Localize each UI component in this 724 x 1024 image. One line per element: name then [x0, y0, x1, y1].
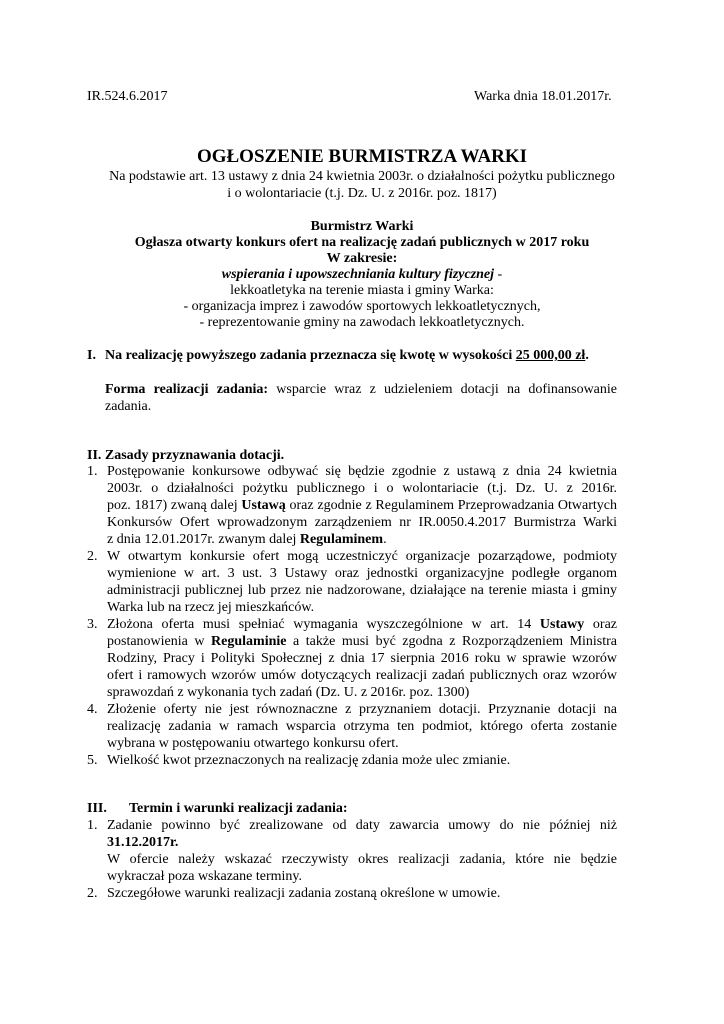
list-item-text: realizację zadania w ramach wsparcia otrzyma ten podmiot, którego oferta zostanie — [107, 719, 617, 734]
list-item-text: wykraczał poza wskazane terminy. — [107, 869, 302, 884]
list-item-text: Złożenie oferty nie jest równoznaczne z przyznaniem dotacji. Przyznanie dotacji na — [107, 702, 617, 717]
list-item-text: Zadanie powinno być zrealizowane od daty zawarcia umowy do nie później niż — [107, 818, 617, 833]
place-date: Warka dnia 18.01.2017r. — [474, 89, 612, 104]
task-topic: wspierania i upowszechniania kultury fizycznej - — [221, 267, 503, 282]
list-item-text: W ofercie należy wskazać rzeczywisty okres realizacji zadania, które nie będzie — [107, 852, 617, 867]
section-1-number: I. — [87, 348, 96, 363]
task-subtopic-3: - reprezentowanie gminy na zawodach lekkoatletycznych. — [199, 315, 525, 330]
page-title: OGŁOSZENIE BURMISTRZA WARKI — [196, 146, 528, 167]
task-subtopic-1: lekkoatletyka na terenie miasta i gminy Warka: — [230, 283, 494, 298]
list-item-text: sprawozdań z wykonania tych zadań (Dz. U. z 2016r. poz. 1300) — [107, 685, 470, 700]
list-item-text: z dnia 12.01.2017r. zwanym dalej Regulaminem. — [107, 532, 387, 547]
announcement-heading: Ogłasza otwarty konkurs ofert na realizację zadań publicznych w 2017 roku — [134, 235, 590, 250]
funding-amount: 25 000,00 zł — [515, 348, 586, 363]
list-number: 2. — [87, 886, 98, 901]
list-number: 2. — [87, 549, 98, 564]
list-item-text: Rodziny, Pracy i Polityki Społecznej z dnia 17 sierpnia 2016 roku w sprawie wzorów — [107, 651, 617, 666]
list-number: 1. — [87, 464, 98, 479]
list-item-text: wymienione w art. 3 ust. 3 Ustawy oraz jednostki organizacyjne podległe organom — [107, 566, 617, 581]
list-item-text: 2003r. o działalności pożytku publicznego i o wolontariacie (t.j. Dz. U. z 2016r. — [107, 481, 617, 496]
reference-number: IR.524.6.2017 — [87, 89, 168, 104]
section-3-number: III. — [87, 801, 107, 816]
section-3-heading: Termin i warunki realizacji zadania: — [129, 801, 348, 816]
list-item-text: wybrana w postępowaniu otwartego konkursu ofert. — [107, 736, 399, 751]
list-number: 4. — [87, 702, 98, 717]
list-item-text: Wielkość kwot przeznaczonych na realizację zdania może ulec zmianie. — [107, 753, 511, 768]
list-item-text: postanowienia w Regulaminie a także musi być zgodna z Rozporządzeniem Ministra — [107, 634, 618, 649]
list-item-text: ofert i ramowych wzorów umów dotyczących realizacji zadań publicznych oraz wzorów — [107, 668, 617, 683]
section-2-heading: II. Zasady przyznawania dotacji. — [87, 448, 285, 463]
list-item-text: Szczegółowe warunki realizacji zadania zostaną określone w umowie. — [107, 886, 501, 901]
deadline-date: 31.12.2017r. — [107, 835, 179, 850]
list-item-text: Warka lub na rzecz jej mieszkańców. — [107, 600, 315, 615]
list-item-text: poz. 1817) zwaną dalej Ustawą oraz zgodnie z Regulaminem Przeprowadzania Otwartych — [107, 498, 617, 513]
list-item-text: W otwartym konkursie ofert mogą uczestniczyć organizacje pozarządowe, podmioty — [107, 549, 617, 564]
list-item-text: Konkursów Ofert wprowadzonym zarządzeniem nr IR.0050.4.2017 Burmistrza Warki — [107, 515, 617, 530]
list-item-text: Złożona oferta musi spełniać wymagania wyszczególnione w art. 14 Ustawy oraz — [107, 617, 618, 632]
form-of-realization-cont: zadania. — [105, 399, 152, 414]
legal-basis-line-1: Na podstawie art. 13 ustawy z dnia 24 kwietnia 2003r. o działalności pożytku publicznego — [109, 169, 615, 184]
section-1-funding: Na realizację powyższego zadania przeznacza się kwotę w wysokości 25 000,00 zł. — [105, 348, 589, 363]
list-item-text: Postępowanie konkursowe odbywać się będzie zgodnie z ustawą z dnia 24 kwietnia — [107, 464, 617, 479]
form-of-realization: Forma realizacji zadania: wsparcie wraz z udzieleniem dotacji na dofinansowanie — [105, 382, 617, 397]
legal-basis-line-2: i o wolontariacie (t.j. Dz. U. z 2016r. poz. 1817) — [227, 186, 497, 201]
issuer: Burmistrz Warki — [310, 219, 414, 234]
scope-label: W zakresie: — [326, 251, 398, 266]
task-subtopic-2: - organizacja imprez i zawodów sportowych lekkoatletycznych, — [183, 299, 541, 314]
list-number: 3. — [87, 617, 98, 632]
list-item-text: administracji publicznej lub przez nie nadzorowane, działające na terenie miasta i gminy — [107, 583, 617, 598]
list-number: 5. — [87, 753, 98, 768]
list-number: 1. — [87, 818, 98, 833]
